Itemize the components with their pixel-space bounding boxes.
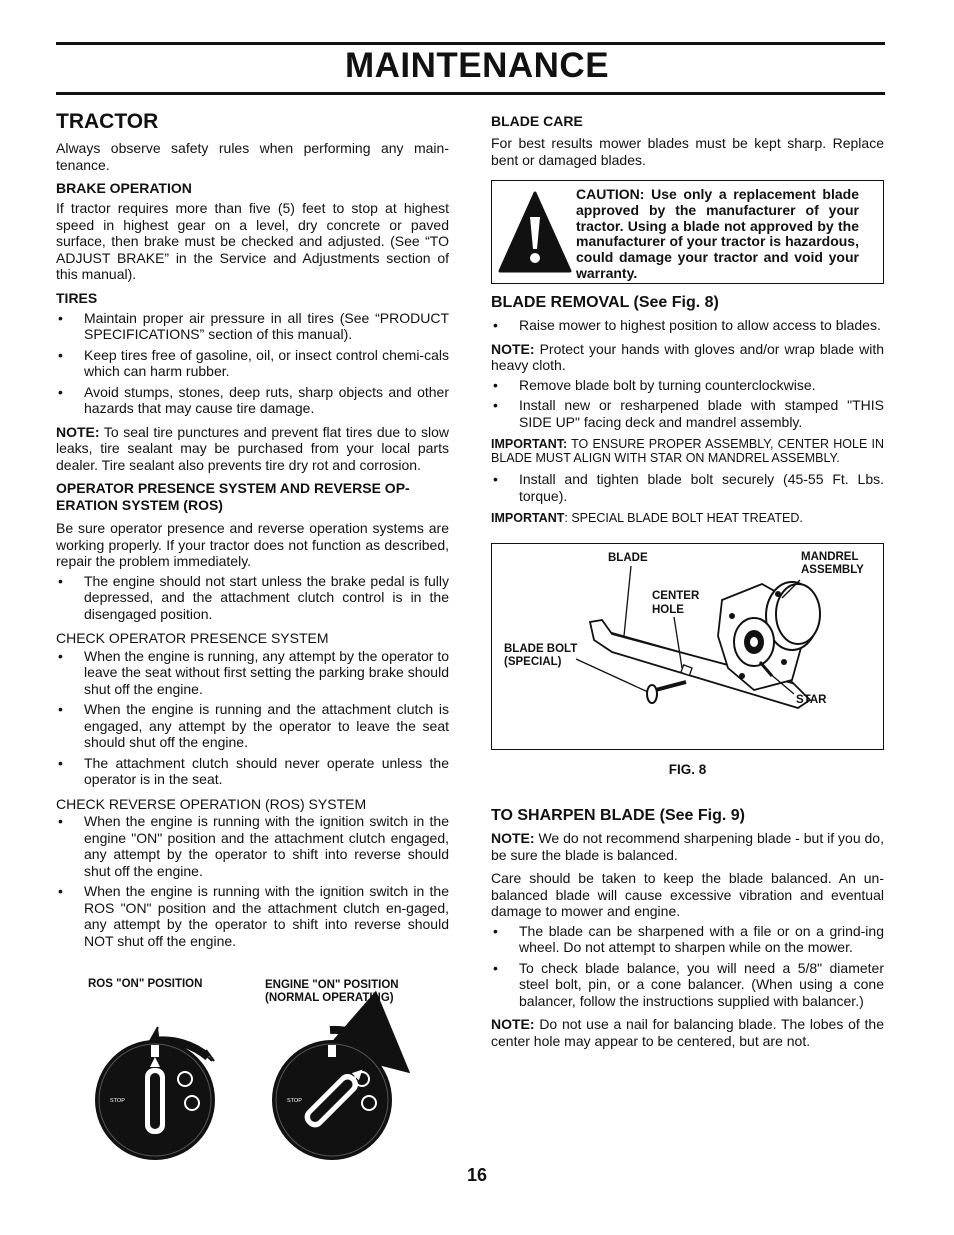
important-text: : SPECIAL BLADE BOLT HEAT TREATED. — [564, 511, 803, 525]
blade-care-heading: BLADE CARE — [491, 113, 583, 129]
brake-heading: BRAKE OPERATION — [56, 180, 192, 196]
label-special: (SPECIAL) — [504, 656, 562, 668]
ignition-switch-figure — [80, 975, 440, 1170]
list-item: • Install and tighten blade bolt securely (45-55 Ft. Lbs. torque). — [491, 471, 884, 504]
page-number: 16 — [466, 1165, 488, 1185]
caution-box — [491, 180, 884, 284]
tires-list — [56, 310, 449, 417]
warning-triangle-icon — [498, 189, 572, 275]
brake-text: If tractor requires more than five (5) feet to stop at highest speed in highest gear on a level, dry concrete or paved surface, then brake must be checked and adjusted. (See “TO ADJUST BRAKE” in the Service and Adjustments section of this manual). — [56, 200, 449, 282]
removal-note — [491, 341, 884, 374]
tires-note — [56, 424, 449, 474]
title-rule — [56, 92, 885, 95]
ros-switch-dial — [95, 1027, 215, 1160]
right-column — [491, 113, 884, 1056]
list-item: • The engine should not start unless the brake pedal is fully depressed, and the attachment clutch control is in the disengaged position. — [56, 573, 449, 623]
important-label: IMPORTANT: — [491, 437, 568, 451]
list-item: • When the engine is running with the ignition switch in the ROS "ON" position and the attachment clutch en-gaged, any attempt by the operator to shift into reverse should NOT shut off the engine. — [56, 883, 449, 949]
blade-removal-heading: BLADE REMOVAL (See Fig. 8) — [491, 294, 719, 311]
list-item: • To check blade balance, you will need a 5/8" diameter steel bolt, pin, or a cone balancer. (When using a cone balancer, follow the instructions supplied with balancer.) — [491, 960, 884, 1010]
note-text: Protect your hands with gloves and/or wrap blade with heavy cloth. — [491, 340, 884, 373]
list-item: • Maintain proper air pressure in all tires (See “PRODUCT SPECIFICATIONS” section of this manual). — [56, 310, 449, 343]
caution-text: CAUTION: Use only a replacement blade approved by the manufacturer of your tractor. Using a blade not approved by the manufacturer of your tractor is hazardous, could damage your tractor and void your warranty. — [576, 186, 859, 281]
list-item: • The attachment clutch should never operate unless the operator is in the seat. — [56, 755, 449, 788]
check-ops-list — [56, 648, 449, 788]
list-item: • Remove blade bolt by turning counterclockwise. — [491, 377, 884, 394]
list-item: • Keep tires free of gasoline, oil, or insect control chemi-cals which can harm rubber. — [56, 347, 449, 380]
list-item: • Avoid stumps, stones, deep ruts, sharp objects and other hazards that may cause tire damage. — [56, 384, 449, 417]
removal-list-3 — [491, 471, 884, 504]
blade-care-text: For best results mower blades must be kept sharp. Replace bent or damaged blades. — [491, 135, 884, 168]
label-mandrel: MANDREL — [801, 551, 859, 563]
label-normal-operating: (NORMAL OPERATING) — [265, 992, 394, 1004]
engine-switch-dial — [272, 1030, 392, 1160]
list-item: • The blade can be sharpened with a file or on a grind-ing wheel. Do not attempt to sharpen while on the mower. — [491, 923, 884, 956]
check-ros-list — [56, 813, 449, 949]
label-hole: HOLE — [652, 604, 684, 616]
note-text: Do not use a nail for balancing blade. The lobes of the center hole may appear to be centered, but are not. — [491, 1016, 884, 1049]
important-assembly — [491, 437, 884, 465]
stop-label-2: STOP — [287, 1098, 302, 1104]
list-item: • When the engine is running, any attempt by the operator to leave the seat without first setting the parking brake should shut off the engine. — [56, 648, 449, 698]
figure-caption: FIG. 8 — [668, 762, 707, 777]
note-label: NOTE: — [56, 423, 100, 440]
label-engine-on: ENGINE "ON" POSITION — [265, 979, 399, 991]
sharpen-note-1 — [491, 830, 884, 863]
label-blade: BLADE — [608, 552, 648, 564]
label-blade-bolt: BLADE BOLT — [504, 643, 578, 655]
label-ros-on: ROS "ON" POSITION — [88, 978, 203, 990]
label-center: CENTER — [652, 590, 700, 602]
section-title-tractor: TRACTOR — [56, 110, 159, 133]
important-label: IMPORTANT — [491, 511, 565, 525]
sharpen-note-2 — [491, 1016, 884, 1049]
note-label: NOTE: — [491, 830, 535, 846]
removal-list-1 — [491, 317, 884, 334]
list-item: • When the engine is running and the attachment clutch is engaged, any attempt by the operator to leave the seat should shut off the engine. — [56, 701, 449, 751]
important-heat-treated — [491, 511, 884, 525]
ros-heading: OPERATOR PRESENCE SYSTEM AND REVERSE OP-ERATION SYSTEM (ROS) — [56, 480, 410, 513]
check-ros-heading: CHECK REVERSE OPERATION (ROS) SYSTEM — [56, 795, 367, 812]
removal-list-2 — [491, 377, 884, 431]
sharpen-heading: TO SHARPEN BLADE (See Fig. 9) — [491, 807, 745, 824]
note-label: NOTE: — [491, 340, 535, 357]
stop-label: STOP — [110, 1098, 125, 1104]
top-rule — [56, 42, 885, 45]
figure-8 — [491, 543, 884, 750]
note-text: To seal tire punctures and prevent flat tires due to slow leaks, tire sealant may be purchased from your local parts dealer. Tire sealant also prevents tire dry rot and corrosion. — [56, 423, 449, 473]
ros-list — [56, 573, 449, 623]
note-text: We do not recommend sharpening blade - but if you do, be sure the blade is balanced. — [491, 830, 884, 863]
list-item: • Install new or resharpened blade with stamped "THIS SIDE UP" facing deck and mandrel assembly. — [491, 397, 884, 430]
important-text: TO ENSURE PROPER ASSEMBLY, CENTER HOLE IN BLADE MUST ALIGN WITH STAR ON MANDREL ASSEMBLY. — [491, 437, 884, 465]
sharpen-list — [491, 923, 884, 1010]
list-item: • When the engine is running with the ignition switch in the engine "ON" position and the attachment clutch engaged, any attempt by the operator to shift into reverse should shut off the engine. — [56, 813, 449, 879]
left-column — [56, 108, 449, 956]
note-label: NOTE: — [491, 1016, 535, 1032]
label-star: STAR — [796, 694, 827, 706]
ros-text: Be sure operator presence and reverse operation systems are working properly. If your tractor does not function as described, repair the problem immediately. — [56, 520, 449, 569]
page-title: MAINTENANCE — [344, 46, 610, 85]
label-assembly: ASSEMBLY — [801, 564, 864, 576]
tires-heading: TIRES — [56, 289, 98, 306]
intro-text: Always observe safety rules when performing any main-tenance. — [56, 140, 449, 173]
check-ops-heading: CHECK OPERATOR PRESENCE SYSTEM — [56, 630, 329, 646]
list-item: • Raise mower to highest position to allow access to blades. — [491, 317, 884, 334]
sharpen-text: Care should be taken to keep the blade balanced. An un-balanced blade will cause excessive vibration and eventual damage to mower and engine. — [491, 870, 884, 919]
